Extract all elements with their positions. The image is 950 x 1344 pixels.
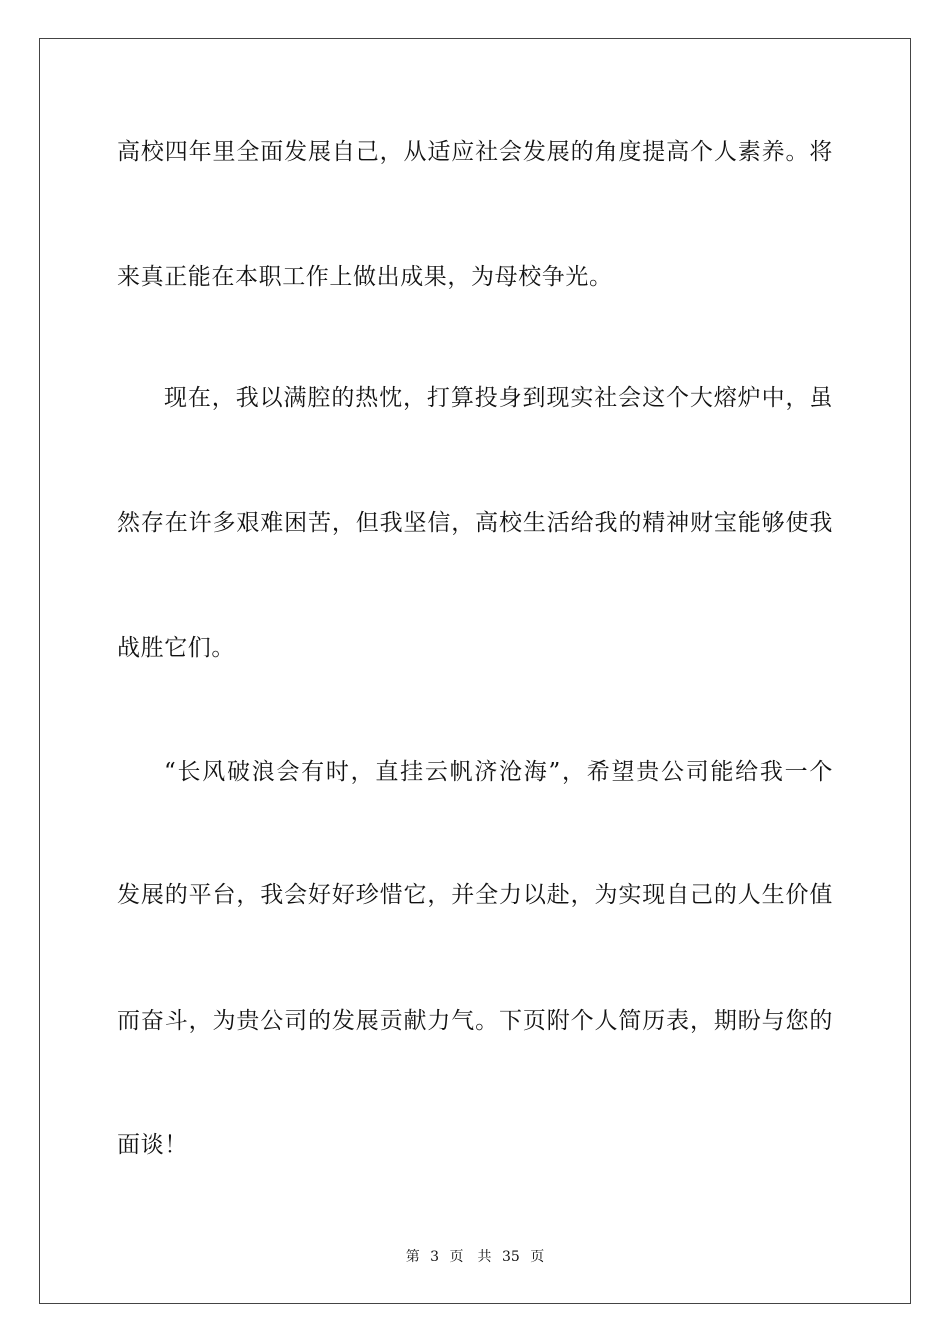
- page-border: [39, 38, 911, 1304]
- body-text-line: 而奋斗，为贵公司的发展贡献力气。下页附个人简历表，期盼与您的: [117, 1008, 833, 1034]
- page-number-footer: 第 3 页 共 35 页: [405, 1249, 545, 1265]
- body-text-line: 高校四年里全面发展自己，从适应社会发展的角度提高个人素养。将: [117, 139, 833, 165]
- body-text-line: 发展的平台，我会好好珍惜它，并全力以赴，为实现自己的人生价值: [117, 882, 833, 908]
- body-text-line: 面谈！: [117, 1132, 188, 1158]
- body-text-line: “长风破浪会有时，直挂云帆济沧海”，希望贵公司能给我一个: [164, 759, 833, 785]
- body-text-line: 来真正能在本职工作上做出成果，为母校争光。: [117, 264, 613, 290]
- body-text-line: 然存在许多艰难困苦，但我坚信，高校生活给我的精神财宝能够使我: [117, 510, 833, 536]
- body-text-line: 现在，我以满腔的热忱，打算投身到现实社会这个大熔炉中，虽: [164, 385, 833, 411]
- body-text-line: 战胜它们。: [117, 635, 235, 661]
